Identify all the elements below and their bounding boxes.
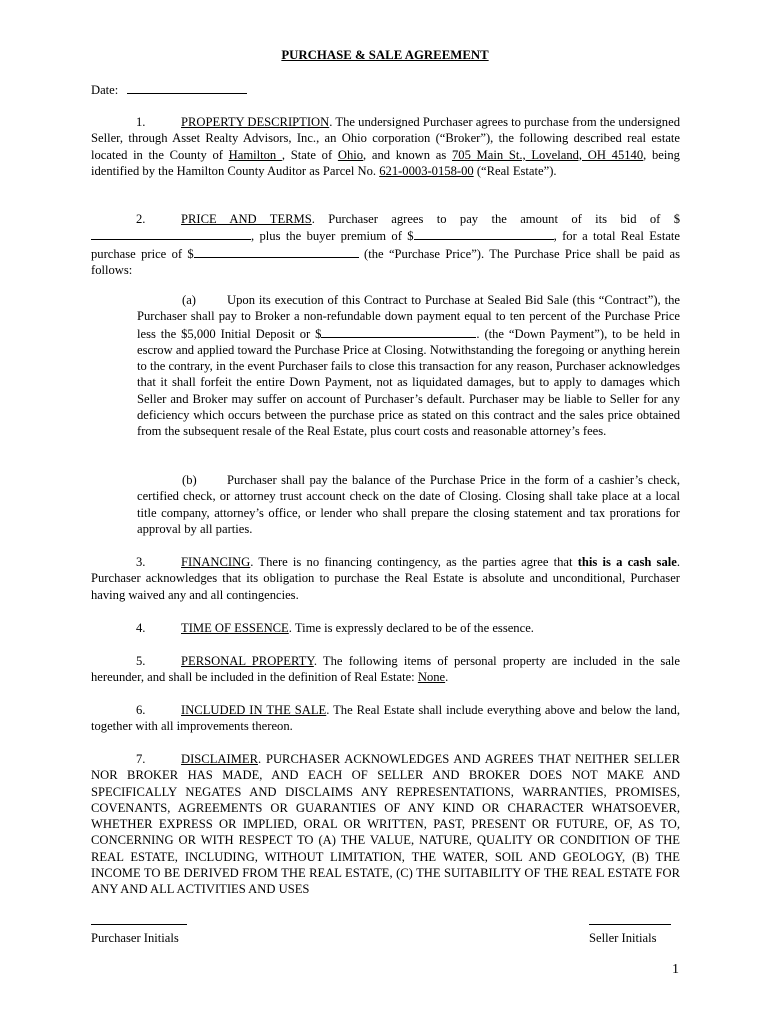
date-field[interactable]: [127, 81, 247, 94]
buyer-premium-field[interactable]: [414, 227, 554, 240]
section-property-description: 1. PROPERTY DESCRIPTION. The undersigned Purchaser agrees to purchase from the undersigned Seller, through Asset Realty Advisors, Inc., an Ohio corporation (“Broker”), the following described real estate located in the County of Hamilton , State of Ohio, and known as 705 Main St., Loveland, OH 45140, being identified by the Hamilton County Auditor as Parcel No. 621-0003-0158-00 (“Real Estate”).: [91, 115, 680, 178]
section-price-and-terms: 2. PRICE AND TERMS. Purchaser agrees to pay the amount of its bid of $, plus the buyer premium of $ , for a total Real Estate purchase price of $ (the “Purchase Price”). The Purchase Price shall be paid as follows:: [91, 212, 680, 277]
section-number: 6.: [136, 703, 146, 717]
section-disclaimer: 7. DISCLAIMER. PURCHASER ACKNOWLEDGES AND AGREES THAT NEITHER SELLER NOR BROKER HAS MADE, AND EACH OF SELLER AND BROKER DOES NOT MAKE AND SPECIFICALLY NEGATES AND DISCLAIMS ANY REPRESENTATIONS, WARRANTIES, PROMISES, COVENANTS, AGREEMENTS OR GUARANTIES OF ANY KIND OR CHARACTER WHATSOEVER, WHETHER EXPRESS OR IMPLIED, ORAL OR WRITTEN, PAST, PRESENT OR FUTURE, OF, AS TO, CONCERNING OR WITH RESPECT TO (A) THE VALUE, NATURE, QUALITY OR CONDITION OF THE REAL ESTATE, INCLUDING, WITHOUT LIMITATION, THE WATER, SOIL AND GEOLOGY, (B) THE INCOME TO BE DERIVED FROM THE REAL ESTATE, (C) THE SUITABILITY OF THE REAL ESTATE FOR ANY AND ALL ACTIVITIES AND USES: [91, 752, 680, 897]
section-heading: INCLUDED IN THE SALE: [181, 703, 327, 717]
subsection-b: (b) Purchaser shall pay the balance of the Purchase Price in the form of a cashier’s check, certified check, or attorney trust account check on the date of Closing. Closing shall take place at a local title company, attorney’s office, or lender who shall prepare the closing statement and tax prorations for approval by all parties.: [137, 473, 680, 536]
down-payment-field[interactable]: [321, 325, 476, 338]
section-number: 7.: [136, 752, 146, 766]
section-heading: DISCLAIMER: [181, 752, 258, 766]
date-label: Date:: [91, 83, 119, 97]
section-number: 1.: [136, 115, 146, 129]
seller-initials-field[interactable]: [589, 924, 671, 925]
bid-amount-field[interactable]: [91, 227, 251, 240]
personal-property-value: None: [417, 670, 446, 685]
section-number: 2.: [136, 212, 146, 226]
section-heading: PRICE AND TERMS: [181, 212, 312, 226]
purchaser-initials-label: Purchaser Initials: [91, 931, 179, 945]
date-line: [91, 81, 247, 98]
section-number: 4.: [136, 621, 146, 635]
subsection-a: (a) Upon its execution of this Contract to Purchase at Sealed Bid Sale (this “Contract”), the Purchaser shall pay to Broker a non-refundable down payment equal to ten percent of the Purchase Price less the $5,000 Initial Deposit or $ . (the “Down Payment”), to be held in escrow and applied toward the Purchase Price at Closing. Notwithstanding the foregoing or anything herein to the contrary, in the event Purchaser fails to close this transaction for any reason, Purchaser acknowledges that it shall forfeit the entire Down Payment, not as liquidated damages, but to apply to damages which Seller and Broker may suffer on account of Purchaser’s default. Purchaser may be liable to Seller for any deficiency which occurs between the purchase price as stated on this contract and the sales price obtained from the subsequent resale of the Real Estate, plus court costs and reasonable attorney’s fees.: [137, 293, 680, 439]
subsection-label: (a): [182, 293, 196, 307]
section-included-in-sale: 6. INCLUDED IN THE SALE. The Real Estate shall include everything above and below the land, together with all improvements thereon.: [91, 703, 680, 734]
section-number: 5.: [136, 654, 146, 668]
state-value: Ohio: [337, 147, 364, 162]
section-time-of-essence: 4. TIME OF ESSENCE. Time is expressly declared to be of the essence.: [91, 620, 680, 636]
section-heading: PERSONAL PROPERTY: [181, 654, 314, 668]
purchaser-initials-field[interactable]: [91, 924, 187, 925]
section-heading: PROPERTY DESCRIPTION: [181, 115, 330, 129]
section-heading: FINANCING: [181, 555, 251, 569]
subsection-label: (b): [182, 473, 197, 487]
document-title: PURCHASE & SALE AGREEMENT: [281, 48, 489, 62]
page-number: 1: [672, 962, 679, 977]
parcel-number: 621-0003-0158-00: [379, 163, 474, 178]
cash-sale-emphasis: this is a cash sale: [577, 555, 677, 569]
section-financing: 3. FINANCING. There is no financing contingency, as the parties agree that this is a cash sale. Purchaser acknowledges that its obligation to purchase the Real Estate is absolute and unconditional, Purchaser having waived any and all contingencies.: [91, 555, 681, 602]
total-price-field[interactable]: [194, 245, 359, 258]
county-value: Hamilton: [228, 147, 282, 162]
section-personal-property: 5. PERSONAL PROPERTY. The following items of personal property are included in the sale hereunder, and shall be included in the definition of Real Estate: None.: [91, 654, 680, 685]
section-heading: TIME OF ESSENCE: [181, 621, 289, 635]
address-value: 705 Main St., Loveland, OH 45140: [451, 147, 644, 162]
section-number: 3.: [136, 555, 146, 569]
seller-initials-label: Seller Initials: [589, 931, 657, 945]
